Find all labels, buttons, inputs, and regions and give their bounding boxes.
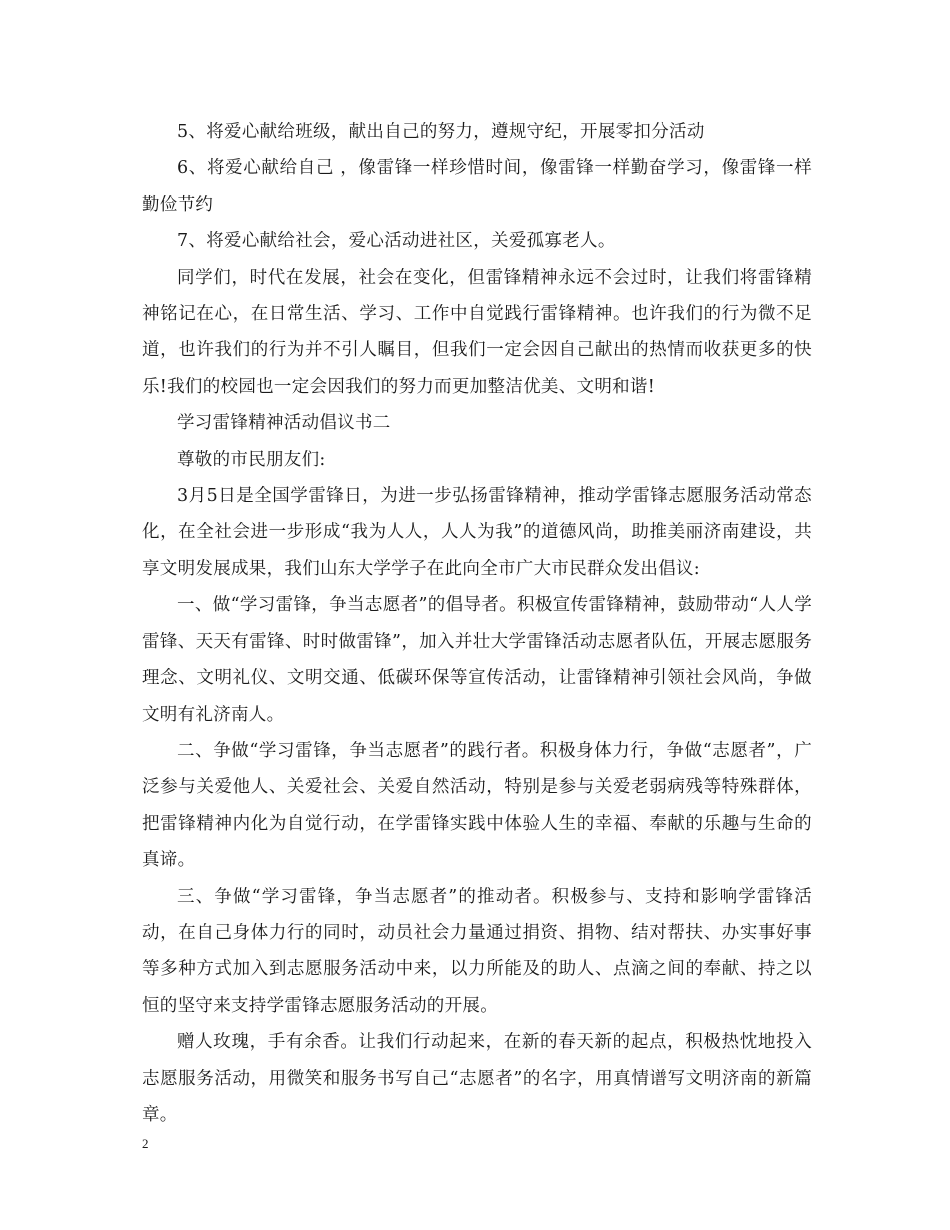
salutation: 尊敬的市民朋友们:	[177, 449, 326, 470]
paragraph-closing-appeal: 同学们，时代在发展，社会在变化，但雷锋精神永远不会过时，让我们将雷锋精神铭记在心，在日常生活、学习、工作中自觉践行雷锋精神。也许我们的行为微不足道，也许我们的行为并不引人瞩目，但我们一定会因自己献出的热情而收获更多的快乐!我们的校园也一定会因我们的努力而更加整洁优美、文明和谐!	[142, 267, 812, 397]
paragraph-item-7: 7、将爱心献给社会，爱心活动进社区，关爱孤寡老人。	[177, 231, 616, 252]
paragraph-point-one: 一、做“学习雷锋，争当志愿者”的倡导者。积极宣传雷锋精神，鼓励带动“人人学雷锋、天天有雷锋、时时做雷锋”，加入并壮大学雷锋活动志愿者队伍，开展志愿服务理念、文明礼仪、文明交通、低碳环保等宣传活动，让雷锋精神引领社会风尚，争做文明有礼济南人。	[142, 595, 812, 725]
paragraph-point-three: 三、争做“学习雷锋，争当志愿者”的推动者。积极参与、支持和影响学雷锋活动，在自己身体力行的同时，动员社会力量通过捐资、捐物、结对帮扶、办实事好事等多种方式加入到志愿服务活动中来，以力所能及的助人、点滴之间的奉献、持之以恒的坚守来支持学雷锋志愿服务活动的开展。	[142, 886, 812, 1016]
document-body	[142, 114, 812, 1133]
page-number: 2	[142, 1136, 149, 1151]
paragraph-item-6: 6、将爱心献给自己 ，像雷锋一样珍惜时间，像雷锋一样勤奋学习，像雷锋一样勤俭节约	[142, 158, 812, 215]
paragraph-item-5: 5、将爱心献给班级，献出自己的努力，遵规守纪，开展零扣分活动	[177, 122, 705, 142]
paragraph-point-two: 二、争做“学习雷锋，争当志愿者”的践行者。积极身体力行，争做“志愿者”，广泛参与关爱他人、关爱社会、关爱自然活动，特别是参与关爱老弱病残等特殊群体，把雷锋精神内化为自觉行动，在学雷锋实践中体验人生的幸福、奉献的乐趣与生命的真谛。	[142, 740, 812, 871]
section-heading: 学习雷锋精神活动倡议书二	[177, 413, 391, 434]
paragraph-conclusion: 赠人玫瑰，手有余香。让我们行动起来，在新的春天新的起点，积极热忱地投入志愿服务活动，用微笑和服务书写自己“志愿者”的名字，用真情谱写文明济南的新篇章。	[142, 1032, 812, 1125]
paragraph-intro: 3月5日是全国学雷锋日，为进一步弘扬雷锋精神，推动学雷锋志愿服务活动常态化，在全社会进一步形成“我为人人，人人为我”的道德风尚，助推美丽济南建设，共享文明发展成果，我们山东大学学子在此向全市广大市民群众发出倡议:	[142, 486, 812, 579]
